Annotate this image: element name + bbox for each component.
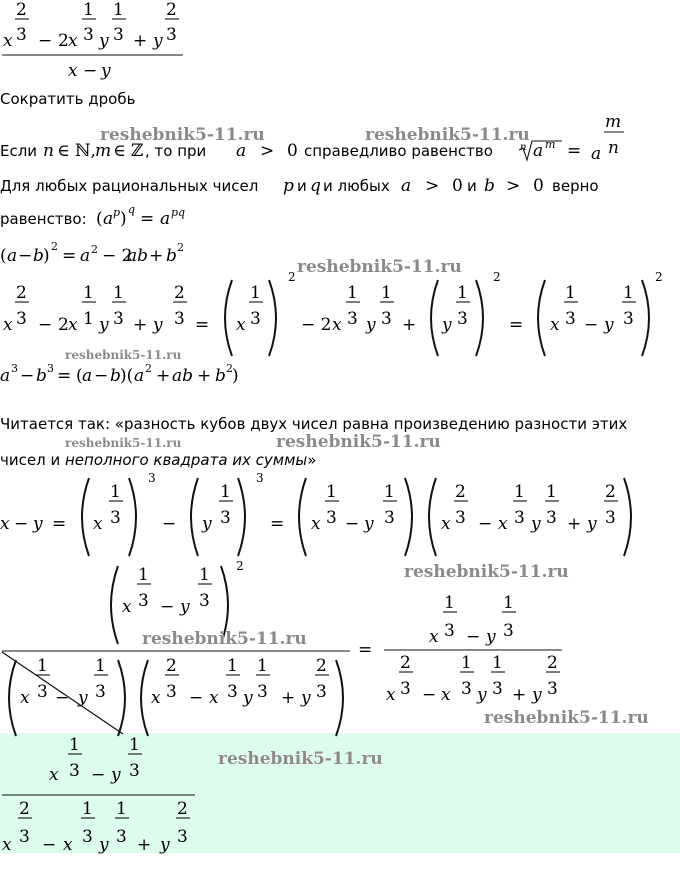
svg-text:x: x (68, 61, 78, 81)
svg-text:y: y (99, 31, 109, 51)
svg-text:x: x (0, 514, 10, 534)
svg-text:x: x (332, 315, 342, 335)
svg-text:b: b (33, 246, 44, 266)
svg-text:y: y (153, 315, 163, 335)
svg-text:x: x (122, 597, 132, 617)
svg-text:=: = (140, 209, 155, 229)
svg-text:1: 1 (381, 283, 392, 303)
svg-text:0: 0 (452, 176, 463, 196)
svg-text:−: − (42, 835, 57, 855)
svg-text:a: a (7, 246, 18, 266)
svg-text:2: 2 (166, 0, 177, 20)
svg-text:1: 1 (138, 565, 149, 585)
svg-text:1: 1 (83, 0, 94, 20)
svg-text:1: 1 (623, 283, 634, 303)
svg-text:y: y (202, 514, 212, 534)
svg-text:3: 3 (47, 362, 54, 375)
svg-text:x: x (311, 514, 321, 534)
svg-text:1: 1 (95, 656, 106, 676)
svg-text:2: 2 (493, 270, 501, 284)
svg-text:b: b (484, 176, 495, 196)
svg-text:2: 2 (547, 653, 558, 673)
svg-text:3: 3 (113, 309, 124, 329)
svg-text:x: x (3, 315, 13, 335)
svg-text:3: 3 (623, 309, 634, 329)
svg-text:3: 3 (83, 25, 94, 45)
svg-text:3: 3 (129, 761, 140, 781)
reading-emphasis: неполного квадрата их суммы (64, 451, 308, 469)
watermark: reshebnik5-11.ru (404, 562, 569, 582)
svg-text:−: − (94, 366, 109, 386)
cubes-formula (0, 362, 239, 386)
rule-prefix: Если (0, 142, 38, 160)
svg-text:=: = (57, 366, 72, 386)
svg-text:x: x (429, 627, 439, 647)
svg-text:−: − (466, 627, 481, 647)
svg-text:1: 1 (113, 0, 124, 20)
root-rule-line (0, 112, 624, 164)
svg-text:и: и (467, 177, 477, 195)
svg-text:−: − (38, 315, 53, 335)
svg-text:+: + (281, 688, 296, 708)
svg-text:ab: ab (172, 366, 194, 386)
svg-text:y: y (532, 685, 542, 705)
svg-text:)(: )( (120, 366, 134, 386)
svg-text:−: − (584, 315, 599, 335)
svg-text:3: 3 (326, 508, 337, 528)
svg-text:−: − (160, 597, 175, 617)
svg-text:1: 1 (83, 283, 94, 303)
svg-text:−: − (20, 366, 35, 386)
svg-text:x: x (49, 765, 59, 785)
svg-text:n: n (608, 138, 619, 158)
svg-text:=: = (195, 315, 210, 335)
svg-text:−: − (38, 31, 53, 51)
svg-text:m: m (545, 138, 556, 151)
x-minus-y-factorization (0, 471, 631, 556)
svg-text:+: + (512, 685, 527, 705)
svg-text:1: 1 (514, 482, 525, 502)
svg-text:x: x (63, 835, 73, 855)
rule-tail: справедливо равенство (304, 142, 493, 160)
svg-text:m: m (605, 112, 622, 132)
svg-text:y: y (243, 688, 253, 708)
svg-text:a: a (533, 141, 544, 161)
svg-text:q: q (128, 203, 136, 216)
svg-text:2: 2 (288, 270, 296, 284)
square-formula (0, 240, 184, 266)
svg-text:−: − (189, 688, 204, 708)
svg-text:1: 1 (227, 656, 238, 676)
svg-text:3: 3 (95, 682, 106, 702)
svg-text:b: b (166, 246, 177, 266)
svg-text:+: + (133, 315, 148, 335)
svg-text:3: 3 (37, 682, 48, 702)
svg-text:): ) (120, 209, 127, 229)
watermark: reshebnik5-11.ru (218, 749, 383, 769)
svg-text:3: 3 (113, 25, 124, 45)
svg-text:1: 1 (384, 482, 395, 502)
problem-fraction (2, 0, 183, 81)
svg-text:1: 1 (69, 735, 80, 755)
svg-text:−: − (478, 514, 493, 534)
svg-text:y: y (33, 514, 43, 534)
svg-text:1: 1 (82, 799, 93, 819)
svg-text:2: 2 (226, 362, 233, 375)
svg-text:−: − (422, 685, 437, 705)
svg-text:y: y (78, 688, 88, 708)
svg-text:3: 3 (455, 508, 466, 528)
svg-text:x: x (441, 514, 451, 534)
svg-text:3: 3 (256, 471, 264, 485)
svg-text:y: y (442, 315, 452, 335)
svg-text:x: x (498, 514, 508, 534)
svg-text:3: 3 (316, 682, 327, 702)
svg-text:y: y (364, 514, 374, 534)
svg-text:>: > (260, 141, 275, 161)
svg-text:3: 3 (444, 621, 455, 641)
rule-mid: , то при (145, 142, 207, 160)
svg-text:1: 1 (83, 309, 94, 329)
svg-text:3: 3 (11, 362, 18, 375)
svg-text:m: m (95, 141, 112, 161)
svg-text:2: 2 (455, 482, 466, 502)
svg-text:2: 2 (177, 799, 188, 819)
svg-text:b: b (36, 366, 47, 386)
svg-text:равенство:: равенство: (0, 210, 87, 228)
svg-text:y: y (531, 514, 541, 534)
svg-text:3: 3 (82, 827, 93, 847)
svg-text:3: 3 (605, 508, 616, 528)
svg-text:3: 3 (16, 309, 27, 329)
numerator-as-square (3, 270, 663, 356)
svg-text:1: 1 (113, 283, 124, 303)
reading-text-line-2: чисел и неполного квадрата их суммы» (0, 451, 317, 469)
svg-text:1: 1 (257, 656, 268, 676)
svg-text:x: x (68, 31, 78, 51)
svg-text:y: y (486, 627, 496, 647)
svg-text:3: 3 (166, 25, 177, 45)
svg-text:a: a (236, 141, 247, 161)
svg-text:y: y (366, 315, 376, 335)
svg-text:a: a (401, 176, 412, 196)
svg-text:3: 3 (565, 309, 576, 329)
svg-text:3: 3 (110, 508, 121, 528)
svg-text:2: 2 (58, 31, 69, 51)
svg-text:x: x (441, 685, 451, 705)
svg-text:1: 1 (444, 593, 455, 613)
svg-text:x: x (93, 514, 103, 534)
svg-text:2: 2 (174, 283, 185, 303)
svg-text:2: 2 (16, 283, 27, 303)
svg-text:2: 2 (145, 362, 152, 375)
svg-text:3: 3 (116, 827, 127, 847)
svg-text:x: x (386, 685, 396, 705)
svg-text:3: 3 (148, 471, 156, 485)
svg-text:3: 3 (384, 508, 395, 528)
svg-text:+: + (149, 246, 164, 266)
svg-text:a: a (160, 209, 171, 229)
svg-text:p: p (113, 206, 121, 219)
svg-text:∈ ℤ: ∈ ℤ (113, 141, 144, 161)
svg-text:=: = (567, 141, 582, 161)
svg-text:2: 2 (58, 315, 69, 335)
svg-text:): ) (232, 366, 239, 386)
answer-fraction (2, 735, 195, 855)
svg-text:y: y (153, 31, 163, 51)
svg-text:3: 3 (250, 309, 261, 329)
svg-text:x: x (68, 315, 78, 335)
svg-text:=: = (62, 246, 77, 266)
svg-text:2: 2 (236, 559, 244, 573)
svg-text:3: 3 (177, 827, 188, 847)
svg-text:1: 1 (220, 482, 231, 502)
svg-text:3: 3 (19, 827, 30, 847)
svg-text:>: > (425, 176, 440, 196)
svg-text:b: b (215, 366, 226, 386)
svg-text:Для любых рациональных чисел: Для любых рациональных чисел (0, 177, 259, 195)
svg-text:+: + (156, 366, 171, 386)
svg-text:+: + (402, 315, 417, 335)
svg-text:−: − (162, 514, 177, 534)
svg-text:∈ ℕ,: ∈ ℕ, (57, 141, 96, 161)
watermark: reshebnik5-11.ru (65, 348, 182, 362)
svg-text:a: a (0, 366, 11, 386)
svg-text:1: 1 (347, 283, 358, 303)
svg-text:−: − (14, 514, 29, 534)
svg-text:+: + (137, 835, 152, 855)
watermark: reshebnik5-11.ru (100, 125, 265, 145)
svg-text:y: y (101, 61, 111, 81)
svg-text:a: a (134, 366, 145, 386)
svg-text:q: q (310, 176, 321, 196)
svg-text:0: 0 (533, 176, 544, 196)
svg-text:y: y (477, 685, 487, 705)
svg-text:y: y (111, 765, 121, 785)
svg-text:a: a (591, 144, 602, 164)
svg-text:3: 3 (257, 682, 268, 702)
svg-text:x: x (236, 315, 246, 335)
svg-text:3: 3 (347, 309, 358, 329)
svg-text:3: 3 (227, 682, 238, 702)
svg-text:y: y (160, 835, 170, 855)
svg-text:3: 3 (514, 508, 525, 528)
svg-text:−: − (91, 765, 106, 785)
svg-text:1: 1 (457, 283, 468, 303)
svg-text:1: 1 (37, 656, 48, 676)
watermark: reshebnik5-11.ru (297, 257, 462, 277)
svg-text:a: a (103, 209, 114, 229)
svg-text:3: 3 (199, 591, 210, 611)
svg-text:2: 2 (51, 240, 58, 253)
watermark: reshebnik5-11.ru (484, 708, 649, 728)
svg-text:p: p (283, 176, 294, 196)
svg-text:x: x (20, 688, 30, 708)
svg-text:2: 2 (177, 241, 184, 254)
svg-text:pq: pq (171, 206, 186, 219)
svg-text:y: y (604, 315, 614, 335)
task-heading: Сократить дробь (0, 90, 136, 108)
svg-text:x: x (209, 688, 219, 708)
reading-text-line-1: Читается так: «разность кубов двух чисел равна произведению разности этих (0, 415, 628, 433)
svg-text:2: 2 (605, 482, 616, 502)
svg-text:2: 2 (91, 243, 98, 256)
svg-text:y: y (99, 835, 109, 855)
svg-text:=: = (52, 514, 67, 534)
svg-text:−: − (55, 688, 70, 708)
svg-text:2: 2 (19, 799, 30, 819)
svg-text:x: x (151, 688, 161, 708)
svg-text:1: 1 (565, 283, 576, 303)
svg-text:x: x (550, 315, 560, 335)
watermark: reshebnik5-11.ru (65, 436, 182, 450)
svg-text:3: 3 (138, 591, 149, 611)
watermark: reshebnik5-11.ru (365, 125, 530, 145)
svg-text:верно: верно (552, 177, 599, 195)
svg-text:2: 2 (655, 270, 663, 284)
svg-text:2: 2 (16, 0, 27, 20)
svg-text:n: n (43, 141, 54, 161)
svg-text:2: 2 (166, 656, 177, 676)
power-rule (0, 176, 599, 229)
svg-text:1: 1 (503, 593, 514, 613)
svg-text:2: 2 (316, 656, 327, 676)
svg-text:>: > (506, 176, 521, 196)
svg-text:1: 1 (129, 735, 140, 755)
svg-text:−: − (345, 514, 360, 534)
svg-text:3: 3 (461, 679, 472, 699)
svg-text:y: y (587, 514, 597, 534)
svg-text:+: + (133, 31, 148, 51)
svg-text:3: 3 (457, 309, 468, 329)
svg-text:3: 3 (166, 682, 177, 702)
svg-text:3: 3 (174, 309, 185, 329)
svg-text:− 2: − 2 (102, 246, 133, 266)
svg-text:и: и (297, 177, 307, 195)
svg-text:=: = (509, 315, 524, 335)
svg-text:y: y (180, 597, 190, 617)
svg-text:3: 3 (547, 679, 558, 699)
svg-text:(: ( (76, 366, 83, 386)
svg-text:1: 1 (199, 565, 210, 585)
svg-text:0: 0 (287, 141, 298, 161)
svg-text:n: n (520, 142, 527, 153)
svg-text:y: y (301, 688, 311, 708)
svg-text:и любых: и любых (323, 177, 390, 195)
svg-text:−: − (18, 246, 33, 266)
svg-text:1: 1 (110, 482, 121, 502)
svg-text:+: + (197, 366, 212, 386)
svg-text:− 2: − 2 (301, 315, 332, 335)
svg-text:1: 1 (461, 653, 472, 673)
svg-text:): ) (43, 246, 50, 266)
svg-text:1: 1 (546, 482, 557, 502)
svg-text:1: 1 (116, 799, 127, 819)
svg-text:ab: ab (127, 246, 149, 266)
svg-text:(: ( (96, 209, 103, 229)
svg-text:a: a (80, 246, 91, 266)
svg-text:3: 3 (503, 621, 514, 641)
svg-text:+: + (567, 514, 582, 534)
svg-text:3: 3 (381, 309, 392, 329)
svg-text:=: = (358, 640, 373, 660)
svg-text:3: 3 (220, 508, 231, 528)
svg-text:(: ( (0, 246, 7, 266)
svg-text:y: y (99, 315, 109, 335)
watermark: reshebnik5-11.ru (276, 432, 441, 452)
svg-text:1: 1 (250, 283, 261, 303)
svg-text:x: x (3, 31, 13, 51)
svg-text:x: x (2, 835, 12, 855)
svg-text:−: − (83, 61, 98, 81)
svg-text:3: 3 (400, 679, 411, 699)
svg-text:a: a (82, 366, 93, 386)
svg-text:3: 3 (546, 508, 557, 528)
svg-text:b: b (110, 366, 121, 386)
svg-text:3: 3 (492, 679, 503, 699)
svg-text:1: 1 (326, 482, 337, 502)
svg-text:1: 1 (492, 653, 503, 673)
watermark: reshebnik5-11.ru (142, 629, 307, 649)
svg-text:3: 3 (69, 761, 80, 781)
svg-text:3: 3 (16, 25, 27, 45)
svg-text:2: 2 (400, 653, 411, 673)
svg-text:=: = (270, 514, 285, 534)
